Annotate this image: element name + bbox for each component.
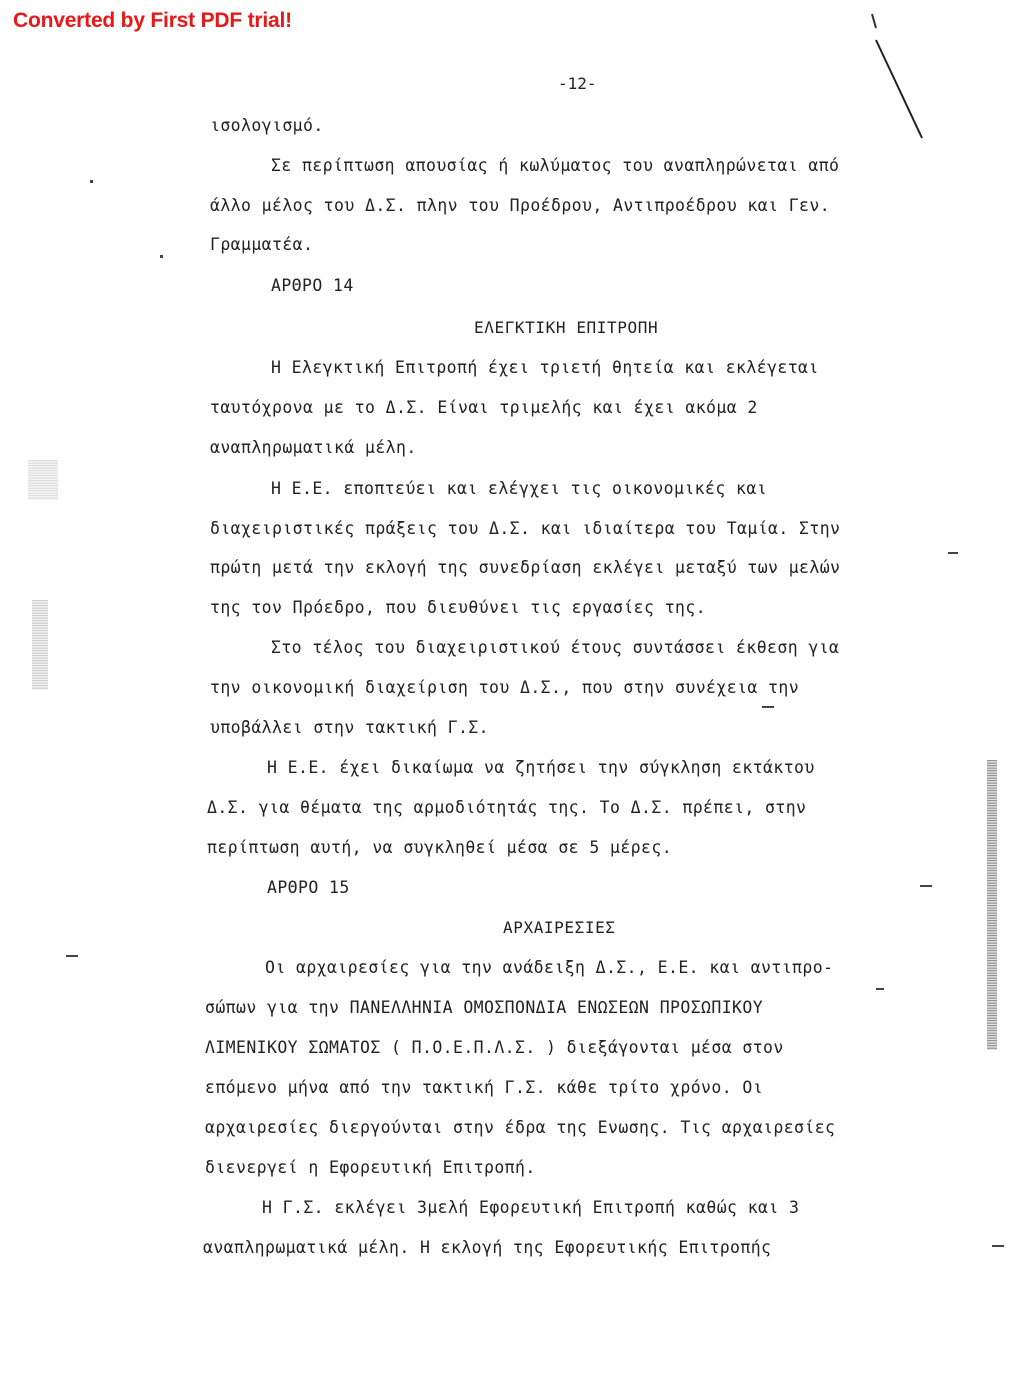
body-line: αρχαιρεσίες διεργούνται στην έδρα της Ενωσης. Τις αρχαιρεσίες (205, 1118, 836, 1137)
scan-edge-noise (987, 760, 997, 1050)
body-line: Οι αρχαιρεσίες για την ανάδειξη Δ.Σ., Ε.Ε. και αντιπρο- (265, 958, 834, 977)
body-line: Η Ε.Ε. έχει δικαίωμα να ζητήσει την σύγκληση εκτάκτου (267, 758, 815, 777)
body-line: Δ.Σ. για θέματα της αρμοδιότητάς της. Το Δ.Σ. πρέπει, στην (207, 798, 807, 817)
article-heading: ΑΡΘΡΟ 14 (271, 276, 354, 295)
body-line: πρώτη μετά την εκλογή της συνεδρίαση εκλέγει μεταξύ των μελών (210, 558, 841, 577)
scan-speck (762, 706, 774, 708)
body-line: Η Ελεγκτική Επιτροπή έχει τριετή θητεία και εκλέγεται (271, 358, 819, 377)
scan-speck (90, 180, 93, 183)
body-line: Η Ε.Ε. εποπτεύει και ελέγχει τις οικονομικές και (271, 479, 768, 498)
scan-speck (876, 988, 884, 990)
body-line: διενεργεί η Εφορευτική Επιτροπή. (205, 1158, 536, 1177)
body-line: Σε περίπτωση απουσίας ή κωλύματος του αναπληρώνεται από (271, 156, 840, 175)
body-line: διαχειριστικές πράξεις του Δ.Σ. και ιδιαίτερα του Ταμία. Στην (210, 519, 841, 538)
body-line: ΛΙΜΕΝΙΚΟΥ ΣΩΜΑΤΟΣ ( Π.Ο.Ε.Π.Λ.Σ. ) διεξάγονται μέσα στον (205, 1038, 784, 1057)
body-line: περίπτωση αυτή, να συγκληθεί μέσα σε 5 μέρες. (207, 838, 673, 857)
scan-speck (948, 552, 958, 554)
body-line: ταυτόχρονα με το Δ.Σ. Είναι τριμελής και έχει ακόμα 2 (210, 398, 758, 417)
scan-speck (66, 955, 78, 957)
body-line: ισολογισμό. (210, 116, 324, 135)
scan-speck (992, 1245, 1004, 1247)
body-line: σώπων για την ΠΑΝΕΛΛΗΝΙΑ ΟΜΟΣΠΟΝΔΙΑ ΕΝΩΣΕΩΝ ΠΡΟΣΩΠΙΚΟΥ (205, 998, 764, 1017)
body-line: αναπληρωματικά μέλη. (210, 438, 417, 457)
scan-speck (920, 885, 932, 887)
section-title: ΑΡΧΑΙΡΕΣΙΕΣ (503, 918, 616, 937)
body-line: Η Γ.Σ. εκλέγει 3μελή Εφορευτική Επιτροπή καθώς και 3 (262, 1198, 800, 1217)
body-line: υποβάλλει στην τακτική Γ.Σ. (210, 718, 490, 737)
scan-mark-stroke (870, 10, 930, 150)
body-line: της τον Πρόεδρο, που διευθύνει τις εργασίες της. (210, 598, 707, 617)
body-line: Στο τέλος του διαχειριστικού έτους συντάσσει έκθεση για (271, 638, 840, 657)
section-title: ΕΛΕΓΚΤΙΚΗ ΕΠΙΤΡΟΠΗ (474, 318, 659, 337)
body-line: Γραμματέα. (210, 235, 314, 254)
body-line: άλλο μέλος του Δ.Σ. πλην του Προέδρου, Αντιπροέδρου και Γεν. (210, 196, 831, 215)
body-line: αναπληρωματικά μέλη. Η εκλογή της Εφορευτικής Επιτροπής (203, 1238, 772, 1257)
page-number: -12- (558, 74, 597, 93)
scan-edge-noise (32, 600, 48, 690)
scan-speck (160, 255, 163, 258)
body-line: την οικονομική διαχείριση του Δ.Σ., που στην συνέχεια την (210, 678, 800, 697)
body-line: επόμενο μήνα από την τακτική Γ.Σ. κάθε τρίτο χρόνο. Οι (205, 1078, 764, 1097)
scan-edge-noise (28, 460, 58, 500)
article-heading: ΑΡΘΡΟ 15 (267, 878, 350, 897)
watermark-text: Converted by First PDF trial! (13, 9, 292, 32)
